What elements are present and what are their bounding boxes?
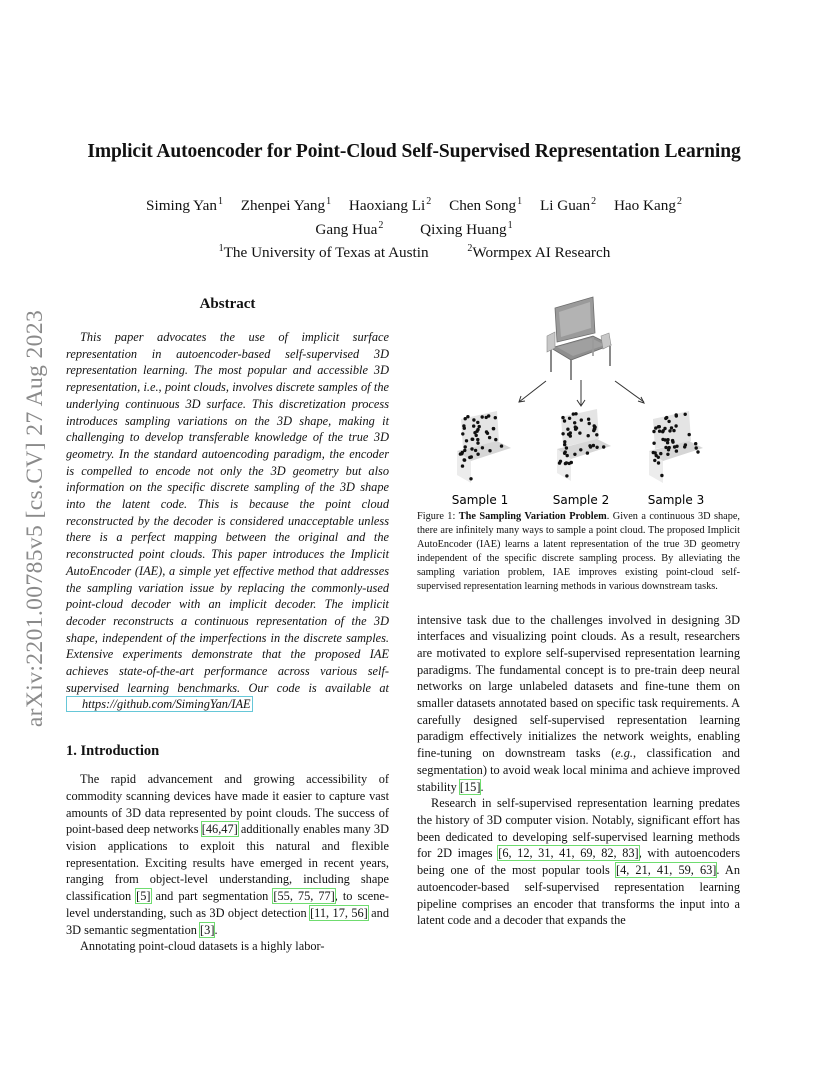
- sample-point: [652, 430, 655, 433]
- abstract-body: [66, 329, 389, 713]
- sample-point: [578, 431, 581, 434]
- sample-point: [561, 432, 564, 435]
- sample-point: [563, 443, 566, 446]
- sample-point: [602, 445, 605, 448]
- author: Haoxiang Li$^2$: [348, 196, 432, 214]
- sample-point: [659, 452, 662, 455]
- sample-point: [675, 449, 678, 452]
- sample-point: [566, 428, 569, 431]
- authors-row-2: [0, 220, 828, 239]
- left-column: [66, 296, 389, 955]
- sample-point: [592, 429, 595, 432]
- right-body: [417, 612, 740, 929]
- sample-point: [465, 439, 468, 442]
- sample-point: [684, 413, 687, 416]
- sample-point: [592, 444, 595, 447]
- sample-point: [573, 421, 576, 424]
- citation-link[interactable]: [15]: [459, 779, 481, 794]
- sample-point: [587, 418, 590, 421]
- sample-point: [593, 426, 596, 429]
- sample-point: [466, 415, 469, 418]
- sample-point: [474, 449, 477, 452]
- sample-point: [568, 417, 571, 420]
- sample-point: [569, 434, 572, 437]
- sample-point: [563, 419, 566, 422]
- author: Li Guan$^2$: [539, 196, 597, 214]
- citation-link[interactable]: [6, 12, 31, 41, 69, 82, 83]: [498, 846, 639, 861]
- sample-point: [468, 456, 471, 459]
- sample-point: [565, 474, 568, 477]
- sample-point: [586, 451, 589, 454]
- sampling-variation-figure: [417, 296, 740, 506]
- intro-paragraph-1: The rapid advancement and growing accessibility of commodity scanning devices have made it easier to capture vast amounts of 3D data represented by point clouds. The success of point-based deep networks [46,47] additionally enables many 3D vision applications to exploit this natural and flexible representation. Exciting results have emerged in recent years, ranging from object-level understanding, including shape classification [5] and part segmentation [55, 75, 77], to scene-level understanding, such as 3D object detection [11, 17, 56] and 3D semantic segmentation [3].: [66, 772, 389, 937]
- sample-point: [492, 427, 495, 430]
- sample-point: [478, 425, 481, 428]
- sample-2-label: Sample 2: [552, 493, 610, 506]
- sample-point: [671, 439, 674, 442]
- sample-point: [668, 429, 671, 432]
- sample-point: [470, 447, 473, 450]
- sample-point: [667, 448, 670, 451]
- sample-point: [461, 432, 464, 435]
- citation-link[interactable]: [5]: [136, 889, 151, 904]
- author: Zhenpei Yang$^1$: [240, 196, 332, 214]
- sample-point: [667, 420, 670, 423]
- sample-point: [673, 445, 676, 448]
- sample-point: [658, 430, 661, 433]
- sample-point: [657, 461, 660, 464]
- sample-point: [476, 453, 479, 456]
- abstract-text: This paper advocates the use of implicit surface representation in autoencoder-based self-supervised 3D representation learning. The most popular and accessible 3D representation, i.e., point clouds, involves discrete samples of the underlying continuous 3D surface. This discretization process introduces sampling variations on the 3D shape, making it challenging to develop transferable knowledge of the true 3D geometry. In the standard autoencoding paradigm, the encoder is compelled to encode not only the 3D geometry but also information on the specific discrete sampling of the 3D shape into the latent code. This is because the point cloud reconstructed by the decoder is considered unacceptable unless there is a perfect mapping between the original and the reconstructed point clouds. This paper introduces the Implicit AutoEncoder (IAE), a simple yet effective method that addresses the sampling variation issue by replacing the commonly-used point-cloud decoder with an implicit decoder. The implicit decoder reconstructs a continuous representation of the 3D shape, independent of the imperfections in the discrete samples. Extensive experiments demonstrate that the proposed IAE achieves state-of-the-art performance across various self-supervised learning benchmarks. Our code is available at: [66, 330, 389, 695]
- sample-point: [469, 477, 472, 480]
- sample-point: [463, 427, 466, 430]
- right-column: [417, 296, 740, 929]
- sample-point: [464, 445, 467, 448]
- citation-link[interactable]: [4, 21, 41, 59, 63]: [615, 863, 717, 878]
- sample-point: [666, 441, 669, 444]
- sample-point: [463, 458, 466, 461]
- sample-point: [476, 421, 479, 424]
- sample-point: [494, 438, 497, 441]
- sample-point: [481, 415, 484, 418]
- sample-point: [579, 448, 582, 451]
- sample-point: [595, 446, 598, 449]
- code-link[interactable]: https://github.com/SimingYan/IAE: [66, 696, 253, 712]
- chair-illustration: [547, 297, 611, 380]
- sample-point: [695, 446, 698, 449]
- figure-caption: Figure 1: The Sampling Variation Problem. Given a continuous 3D shape, there are infinitely many ways to sample a point cloud. The proposed Implicit AutoEncoder (IAE) learns a latent representation of the true 3D geometry independent of the specific discrete sampling process. By alleviating the sampling variation problem, IAE improves existing point-cloud self-supervised representation learning methods in various downstream tasks.: [417, 511, 740, 593]
- author: Gang Hua$^2$: [315, 220, 384, 238]
- figure-1: [417, 296, 740, 506]
- sample-point: [561, 416, 564, 419]
- intro-paragraph-4: Research in self-supervised representation learning predates the history of 3D computer vision. Notably, significant effort has been dedicated to developing self-supervised learning methods for 2D images [6, 12, 31, 41, 69, 82, 83], with autoencoders being one of the most popular tools [4, 21, 41, 59, 63]. An autoencoder-based self-supervised representation learning pipeline comprises an encoder that transforms the input into a latent code and a decoder that expands the: [417, 796, 741, 928]
- sample-point: [587, 434, 590, 437]
- abstract-heading: Abstract: [199, 296, 256, 312]
- citation-link[interactable]: [46,47]: [201, 822, 238, 837]
- sample-point: [675, 413, 678, 416]
- sample-point: [476, 438, 479, 441]
- sample-point: [670, 426, 673, 429]
- sample-point: [500, 444, 503, 447]
- arxiv-stamp: [20, 278, 52, 758]
- author: Qixing Huang$^1$: [420, 220, 513, 238]
- sample-point: [672, 429, 675, 432]
- sample-point: [481, 446, 484, 449]
- sample-point: [683, 445, 686, 448]
- sample-point: [472, 418, 475, 421]
- author: Chen Song$^1$: [449, 196, 523, 214]
- sample-point: [464, 417, 467, 420]
- affiliations: [0, 243, 828, 262]
- sample-point: [472, 424, 475, 427]
- sample-point: [476, 441, 479, 444]
- sample-point: [653, 459, 656, 462]
- arrows: [519, 380, 644, 406]
- affiliation: $^2$Wormpex AI Research: [467, 243, 611, 261]
- sample-point: [657, 456, 660, 459]
- citation-link[interactable]: [55, 75, 77]: [273, 889, 335, 904]
- sample-point: [488, 449, 491, 452]
- arxiv-id: arXiv:2201.00785v5 [cs.CV] 27 Aug 2023: [22, 309, 49, 727]
- authors-row-1: [0, 196, 828, 215]
- intro-paragraph-2: Annotating point-cloud datasets is a highly labor-: [80, 939, 325, 954]
- sample-point: [486, 432, 489, 435]
- sample-point: [488, 436, 491, 439]
- sample-point: [595, 433, 598, 436]
- sample-point: [688, 433, 691, 436]
- sample-3-label: Sample 3: [647, 493, 705, 506]
- sample-point: [652, 451, 655, 454]
- sample-point: [662, 429, 665, 432]
- sample-point: [487, 414, 490, 417]
- author: Siming Yan$^1$: [146, 196, 223, 214]
- sample-point: [574, 412, 577, 415]
- sample-point: [664, 446, 667, 449]
- sample-point: [566, 454, 569, 457]
- citation-link[interactable]: [3]: [200, 922, 215, 937]
- sample-point: [573, 453, 576, 456]
- sample-point: [580, 418, 583, 421]
- sample-point: [565, 446, 568, 449]
- sample-point: [658, 425, 661, 428]
- sample-point: [471, 438, 474, 441]
- sample-point: [666, 453, 669, 456]
- sample-point: [563, 452, 566, 455]
- sample-point: [664, 417, 667, 420]
- citation-link[interactable]: [11, 17, 56]: [310, 905, 368, 920]
- section-heading-introduction: 1. Introduction: [66, 743, 160, 760]
- sample-point: [461, 451, 464, 454]
- intro-paragraph-3: intensive task due to the challenges involved in designing 3D interfaces and visualizing point clouds. As a result, researchers are motivated to explore self-supervised representation learning paradigms. The fundamental concept is to pre-train deep neural networks on large unlabeled datasets and fine-tune them on smaller datasets annotated based on specific task requirements. A carefully designed self-supervised representation learning paradigm effectively initializes the network weights, enabling fine-tuning on downstream tasks (e.g., classification and segmentation) to avoid weak local minima and achieve improved stability [15].: [417, 612, 740, 794]
- sample-point: [661, 438, 664, 441]
- sample-point: [558, 461, 561, 464]
- author: Hao Kang$^2$: [613, 196, 682, 214]
- sample-point: [696, 450, 699, 453]
- sample-point: [660, 474, 663, 477]
- sample-point: [694, 442, 697, 445]
- sample-point: [569, 431, 572, 434]
- sample-point: [568, 462, 571, 465]
- paper-title: Implicit Autoencoder for Point-Cloud Self-Supervised Representation Learning: [87, 141, 741, 162]
- sample-point: [652, 442, 655, 445]
- sample-point: [494, 416, 497, 419]
- sample-1-label: Sample 1: [451, 493, 509, 506]
- sample-point: [674, 424, 677, 427]
- sample-point: [461, 464, 464, 467]
- affiliation: $^1$The University of Texas at Austin: [218, 243, 429, 261]
- sample-point: [473, 431, 476, 434]
- sample-point: [575, 426, 578, 429]
- sample-point: [588, 422, 591, 425]
